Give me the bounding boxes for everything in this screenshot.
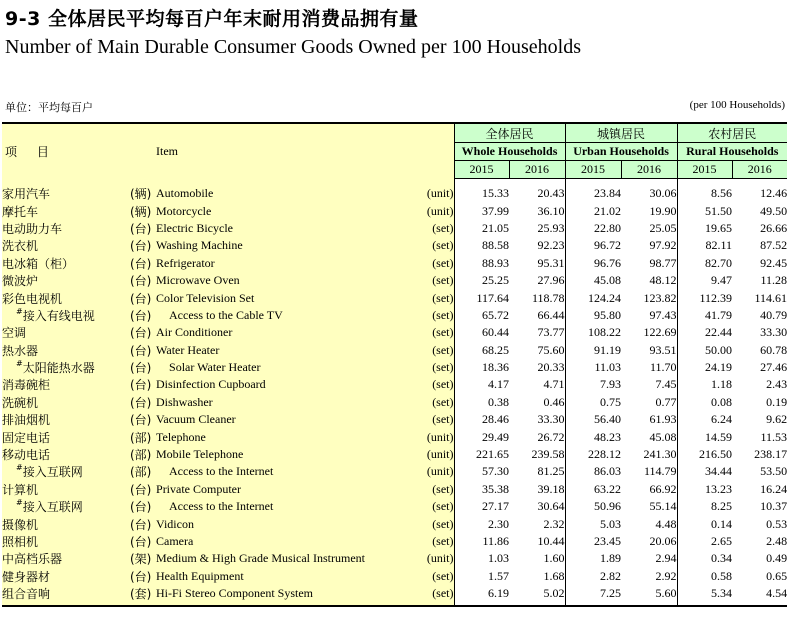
item-classifier-cn: (台) bbox=[130, 272, 156, 289]
item-name-en: Automobile bbox=[156, 179, 422, 203]
group-header-whole-en: Whole Households bbox=[454, 143, 565, 161]
item-unit: (set) bbox=[422, 324, 454, 341]
item-unit: (set) bbox=[422, 585, 454, 606]
value-cell: 96.76 bbox=[565, 255, 621, 272]
value-cell: 21.02 bbox=[565, 202, 621, 219]
value-cell: 5.03 bbox=[565, 515, 621, 532]
value-cell: 75.60 bbox=[509, 342, 565, 359]
group-header-urban-cn: 城镇居民 bbox=[565, 123, 677, 143]
value-cell: 2.65 bbox=[677, 533, 732, 550]
item-name-cn: # 接入有线电视 bbox=[2, 307, 130, 324]
value-cell: 35.38 bbox=[454, 481, 509, 498]
item-classifier-cn: (部) bbox=[130, 446, 156, 463]
value-cell: 20.06 bbox=[621, 533, 677, 550]
value-cell: 108.22 bbox=[565, 324, 621, 341]
value-cell: 97.43 bbox=[621, 307, 677, 324]
item-name-en: Vidicon bbox=[156, 515, 422, 532]
item-name-cn: 电动助力车 bbox=[2, 220, 130, 237]
item-classifier-cn: (台) bbox=[130, 515, 156, 532]
item-name-cn: 摩托车 bbox=[2, 202, 130, 219]
value-cell: 2.30 bbox=[454, 515, 509, 532]
item-unit: (set) bbox=[422, 272, 454, 289]
table-row bbox=[2, 307, 787, 324]
value-cell: 11.70 bbox=[621, 359, 677, 376]
item-name-cn: 健身器材 bbox=[2, 568, 130, 585]
item-classifier-cn: (台) bbox=[130, 237, 156, 254]
value-cell: 33.30 bbox=[509, 411, 565, 428]
item-unit: (set) bbox=[422, 376, 454, 393]
item-name-en: Vacuum Cleaner bbox=[156, 411, 422, 428]
item-unit: (unit) bbox=[422, 463, 454, 480]
table-row bbox=[2, 202, 787, 219]
item-classifier-cn: (辆) bbox=[130, 179, 156, 203]
item-name-cn: 移动电话 bbox=[2, 446, 130, 463]
group-header-whole-cn: 全体居民 bbox=[454, 123, 565, 143]
item-classifier-cn: (台) bbox=[130, 394, 156, 411]
value-cell: 117.64 bbox=[454, 289, 509, 306]
item-name-cn: 电冰箱（柜） bbox=[2, 255, 130, 272]
item-unit: (unit) bbox=[422, 446, 454, 463]
item-name-cn: 计算机 bbox=[2, 481, 130, 498]
item-header-cn bbox=[2, 123, 156, 179]
item-name-cn: 中高档乐器 bbox=[2, 550, 130, 567]
value-cell: 63.22 bbox=[565, 481, 621, 498]
value-cell: 23.84 bbox=[565, 179, 621, 203]
table-row bbox=[2, 533, 787, 550]
value-cell: 122.69 bbox=[621, 324, 677, 341]
value-cell: 55.14 bbox=[621, 498, 677, 515]
item-classifier-cn: (架) bbox=[130, 550, 156, 567]
item-name-en: Solar Water Heater bbox=[156, 359, 422, 376]
year-header: 2016 bbox=[509, 161, 565, 179]
page-title-en: Number of Main Durable Consumer Goods Owned per 100 Households bbox=[5, 36, 582, 58]
item-name-cn: 照相机 bbox=[2, 533, 130, 550]
group-header-rural-en: Rural Households bbox=[677, 143, 787, 161]
value-cell: 8.25 bbox=[677, 498, 732, 515]
value-cell: 39.18 bbox=[509, 481, 565, 498]
value-cell: 9.62 bbox=[732, 411, 787, 428]
value-cell: 22.44 bbox=[677, 324, 732, 341]
value-cell: 86.03 bbox=[565, 463, 621, 480]
value-cell: 2.82 bbox=[565, 568, 621, 585]
table-row bbox=[2, 515, 787, 532]
value-cell: 25.93 bbox=[509, 220, 565, 237]
value-cell: 45.08 bbox=[621, 428, 677, 445]
year-header: 2015 bbox=[454, 161, 509, 179]
value-cell: 92.45 bbox=[732, 255, 787, 272]
value-cell: 238.17 bbox=[732, 446, 787, 463]
value-cell: 2.92 bbox=[621, 568, 677, 585]
item-classifier-cn: (台) bbox=[130, 359, 156, 376]
value-cell: 28.46 bbox=[454, 411, 509, 428]
value-cell: 96.72 bbox=[565, 237, 621, 254]
value-cell: 0.38 bbox=[454, 394, 509, 411]
item-classifier-cn: (台) bbox=[130, 376, 156, 393]
page-title-cn: 9-3 全体居民平均每百户年末耐用消费品拥有量 bbox=[5, 8, 419, 30]
value-cell: 228.12 bbox=[565, 446, 621, 463]
item-name-cn: 彩色电视机 bbox=[2, 289, 130, 306]
value-cell: 41.79 bbox=[677, 307, 732, 324]
item-name-en: Private Computer bbox=[156, 481, 422, 498]
value-cell: 123.82 bbox=[621, 289, 677, 306]
value-cell: 97.92 bbox=[621, 237, 677, 254]
item-header-cn-text: 项 目 bbox=[5, 144, 57, 159]
value-cell: 239.58 bbox=[509, 446, 565, 463]
value-cell: 5.34 bbox=[677, 585, 732, 606]
item-unit: (set) bbox=[422, 411, 454, 428]
table-row bbox=[2, 255, 787, 272]
value-cell: 221.65 bbox=[454, 446, 509, 463]
item-unit: (unit) bbox=[422, 202, 454, 219]
value-cell: 4.48 bbox=[621, 515, 677, 532]
table-row bbox=[2, 446, 787, 463]
item-name-en: Access to the Cable TV bbox=[156, 307, 422, 324]
year-header: 2015 bbox=[565, 161, 621, 179]
table-row bbox=[2, 411, 787, 428]
item-name-cn: # 接入互联网 bbox=[2, 498, 130, 515]
year-header: 2016 bbox=[621, 161, 677, 179]
table-row bbox=[2, 272, 787, 289]
value-cell: 81.25 bbox=[509, 463, 565, 480]
item-unit: (set) bbox=[422, 220, 454, 237]
value-cell: 241.30 bbox=[621, 446, 677, 463]
value-cell: 29.49 bbox=[454, 428, 509, 445]
item-name-en: Motorcycle bbox=[156, 202, 422, 219]
value-cell: 0.46 bbox=[509, 394, 565, 411]
value-cell: 65.72 bbox=[454, 307, 509, 324]
value-cell: 21.05 bbox=[454, 220, 509, 237]
value-cell: 88.58 bbox=[454, 237, 509, 254]
value-cell: 6.19 bbox=[454, 585, 509, 606]
value-cell: 4.71 bbox=[509, 376, 565, 393]
item-name-en: Color Television Set bbox=[156, 289, 422, 306]
value-cell: 87.52 bbox=[732, 237, 787, 254]
value-cell: 0.34 bbox=[677, 550, 732, 567]
value-cell: 5.02 bbox=[509, 585, 565, 606]
group-header-rural-cn: 农村居民 bbox=[677, 123, 787, 143]
value-cell: 13.23 bbox=[677, 481, 732, 498]
value-cell: 20.33 bbox=[509, 359, 565, 376]
value-cell: 26.72 bbox=[509, 428, 565, 445]
value-cell: 95.80 bbox=[565, 307, 621, 324]
value-cell: 45.08 bbox=[565, 272, 621, 289]
value-cell: 1.60 bbox=[509, 550, 565, 567]
value-cell: 112.39 bbox=[677, 289, 732, 306]
item-name-en: Hi-Fi Stereo Component System bbox=[156, 585, 422, 606]
item-name-en: Mobile Telephone bbox=[156, 446, 422, 463]
value-cell: 114.61 bbox=[732, 289, 787, 306]
item-name-en: Medium & High Grade Musical Instrument bbox=[156, 550, 422, 567]
item-name-cn: 微波炉 bbox=[2, 272, 130, 289]
item-classifier-cn: (台) bbox=[130, 307, 156, 324]
value-cell: 4.17 bbox=[454, 376, 509, 393]
item-name-cn: 摄像机 bbox=[2, 515, 130, 532]
value-cell: 11.03 bbox=[565, 359, 621, 376]
item-unit: (set) bbox=[422, 237, 454, 254]
item-name-en: Camera bbox=[156, 533, 422, 550]
item-unit: (set) bbox=[422, 515, 454, 532]
value-cell: 2.32 bbox=[509, 515, 565, 532]
value-cell: 30.64 bbox=[509, 498, 565, 515]
value-cell: 23.45 bbox=[565, 533, 621, 550]
item-name-cn: 热水器 bbox=[2, 342, 130, 359]
item-unit: (set) bbox=[422, 568, 454, 585]
item-name-en: Disinfection Cupboard bbox=[156, 376, 422, 393]
value-cell: 114.79 bbox=[621, 463, 677, 480]
value-cell: 1.89 bbox=[565, 550, 621, 567]
year-header: 2016 bbox=[732, 161, 787, 179]
value-cell: 66.92 bbox=[621, 481, 677, 498]
value-cell: 0.08 bbox=[677, 394, 732, 411]
value-cell: 0.14 bbox=[677, 515, 732, 532]
item-unit: (set) bbox=[422, 307, 454, 324]
item-name-en: Microwave Oven bbox=[156, 272, 422, 289]
item-classifier-cn: (台) bbox=[130, 324, 156, 341]
value-cell: 27.96 bbox=[509, 272, 565, 289]
value-cell: 33.30 bbox=[732, 324, 787, 341]
table-row bbox=[2, 289, 787, 306]
value-cell: 118.78 bbox=[509, 289, 565, 306]
value-cell: 4.54 bbox=[732, 585, 787, 606]
value-cell: 124.24 bbox=[565, 289, 621, 306]
value-cell: 60.78 bbox=[732, 342, 787, 359]
value-cell: 18.36 bbox=[454, 359, 509, 376]
item-name-cn: 空调 bbox=[2, 324, 130, 341]
value-cell: 15.33 bbox=[454, 179, 509, 203]
value-cell: 16.24 bbox=[732, 481, 787, 498]
value-cell: 1.18 bbox=[677, 376, 732, 393]
value-cell: 14.59 bbox=[677, 428, 732, 445]
value-cell: 50.96 bbox=[565, 498, 621, 515]
value-cell: 92.23 bbox=[509, 237, 565, 254]
value-cell: 27.17 bbox=[454, 498, 509, 515]
value-cell: 53.50 bbox=[732, 463, 787, 480]
table-row bbox=[2, 498, 787, 515]
value-cell: 36.10 bbox=[509, 202, 565, 219]
item-name-cn: 排油烟机 bbox=[2, 411, 130, 428]
value-cell: 0.65 bbox=[732, 568, 787, 585]
item-name-en: Washing Machine bbox=[156, 237, 422, 254]
value-cell: 19.65 bbox=[677, 220, 732, 237]
value-cell: 7.93 bbox=[565, 376, 621, 393]
value-cell: 0.19 bbox=[732, 394, 787, 411]
value-cell: 1.03 bbox=[454, 550, 509, 567]
value-cell: 61.93 bbox=[621, 411, 677, 428]
item-name-en: Telephone bbox=[156, 428, 422, 445]
value-cell: 68.25 bbox=[454, 342, 509, 359]
value-cell: 216.50 bbox=[677, 446, 732, 463]
item-name-en: Access to the Internet bbox=[156, 463, 422, 480]
year-header: 2015 bbox=[677, 161, 732, 179]
value-cell: 0.75 bbox=[565, 394, 621, 411]
value-cell: 66.44 bbox=[509, 307, 565, 324]
value-cell: 11.28 bbox=[732, 272, 787, 289]
table-row bbox=[2, 376, 787, 393]
value-cell: 7.25 bbox=[565, 585, 621, 606]
item-name-en: Access to the Internet bbox=[156, 498, 422, 515]
table-row bbox=[2, 394, 787, 411]
table-row bbox=[2, 428, 787, 445]
item-unit: (unit) bbox=[422, 428, 454, 445]
value-cell: 30.06 bbox=[621, 179, 677, 203]
value-cell: 95.31 bbox=[509, 255, 565, 272]
item-unit: (set) bbox=[422, 394, 454, 411]
value-cell: 82.11 bbox=[677, 237, 732, 254]
table-row bbox=[2, 585, 787, 606]
value-cell: 26.66 bbox=[732, 220, 787, 237]
value-cell: 48.12 bbox=[621, 272, 677, 289]
value-cell: 25.25 bbox=[454, 272, 509, 289]
value-cell: 60.44 bbox=[454, 324, 509, 341]
item-classifier-cn: (台) bbox=[130, 481, 156, 498]
item-unit: (set) bbox=[422, 481, 454, 498]
value-cell: 5.60 bbox=[621, 585, 677, 606]
value-cell: 49.50 bbox=[732, 202, 787, 219]
item-name-en: Dishwasher bbox=[156, 394, 422, 411]
unit-label-en: (per 100 Households) bbox=[689, 99, 785, 111]
value-cell: 2.43 bbox=[732, 376, 787, 393]
value-cell: 9.47 bbox=[677, 272, 732, 289]
value-cell: 24.19 bbox=[677, 359, 732, 376]
item-name-en: Water Heater bbox=[156, 342, 422, 359]
value-cell: 50.00 bbox=[677, 342, 732, 359]
item-name-cn: 消毒碗柜 bbox=[2, 376, 130, 393]
value-cell: 11.53 bbox=[732, 428, 787, 445]
value-cell: 34.44 bbox=[677, 463, 732, 480]
item-unit: (set) bbox=[422, 359, 454, 376]
value-cell: 56.40 bbox=[565, 411, 621, 428]
item-header-en-text: Item bbox=[156, 143, 179, 158]
value-cell: 82.70 bbox=[677, 255, 732, 272]
table-row bbox=[2, 359, 787, 376]
value-cell: 27.46 bbox=[732, 359, 787, 376]
value-cell: 19.90 bbox=[621, 202, 677, 219]
value-cell: 22.80 bbox=[565, 220, 621, 237]
item-unit: (set) bbox=[422, 342, 454, 359]
item-unit: (set) bbox=[422, 533, 454, 550]
item-classifier-cn: (套) bbox=[130, 585, 156, 606]
value-cell: 8.56 bbox=[677, 179, 732, 203]
item-name-cn: 洗衣机 bbox=[2, 237, 130, 254]
item-classifier-cn: (台) bbox=[130, 568, 156, 585]
item-classifier-cn: (台) bbox=[130, 220, 156, 237]
item-classifier-cn: (台) bbox=[130, 533, 156, 550]
value-cell: 6.24 bbox=[677, 411, 732, 428]
value-cell: 10.37 bbox=[732, 498, 787, 515]
item-name-en: Refrigerator bbox=[156, 255, 422, 272]
value-cell: 0.77 bbox=[621, 394, 677, 411]
item-classifier-cn: (台) bbox=[130, 289, 156, 306]
value-cell: 0.58 bbox=[677, 568, 732, 585]
item-classifier-cn: (台) bbox=[130, 498, 156, 515]
item-name-cn: 洗碗机 bbox=[2, 394, 130, 411]
item-classifier-cn: (台) bbox=[130, 411, 156, 428]
item-name-en: Electric Bicycle bbox=[156, 220, 422, 237]
value-cell: 51.50 bbox=[677, 202, 732, 219]
value-cell: 93.51 bbox=[621, 342, 677, 359]
item-name-cn: 家用汽车 bbox=[2, 179, 130, 203]
item-name-en: Health Equipment bbox=[156, 568, 422, 585]
table-row bbox=[2, 324, 787, 341]
value-cell: 37.99 bbox=[454, 202, 509, 219]
table-row bbox=[2, 342, 787, 359]
value-cell: 10.44 bbox=[509, 533, 565, 550]
value-cell: 11.86 bbox=[454, 533, 509, 550]
value-cell: 73.77 bbox=[509, 324, 565, 341]
value-cell: 25.05 bbox=[621, 220, 677, 237]
value-cell: 2.94 bbox=[621, 550, 677, 567]
item-classifier-cn: (台) bbox=[130, 255, 156, 272]
value-cell: 57.30 bbox=[454, 463, 509, 480]
item-classifier-cn: (部) bbox=[130, 463, 156, 480]
item-unit: (set) bbox=[422, 498, 454, 515]
unit-label-cn: 单位：平均每百户 bbox=[5, 101, 93, 114]
item-name-cn: # 太阳能热水器 bbox=[2, 359, 130, 376]
item-unit: (unit) bbox=[422, 550, 454, 567]
table-row bbox=[2, 179, 787, 203]
item-name-cn: # 接入互联网 bbox=[2, 463, 130, 480]
item-unit: (unit) bbox=[422, 179, 454, 203]
item-name-cn: 组合音响 bbox=[2, 585, 130, 606]
table-row bbox=[2, 463, 787, 480]
item-name-en: Air Conditioner bbox=[156, 324, 422, 341]
value-cell: 20.43 bbox=[509, 179, 565, 203]
value-cell: 0.53 bbox=[732, 515, 787, 532]
value-cell: 1.68 bbox=[509, 568, 565, 585]
table-body bbox=[2, 179, 787, 607]
value-cell: 98.77 bbox=[621, 255, 677, 272]
value-cell: 0.49 bbox=[732, 550, 787, 567]
table-row bbox=[2, 550, 787, 567]
durable-goods-table bbox=[2, 122, 787, 607]
item-classifier-cn: (部) bbox=[130, 428, 156, 445]
value-cell: 48.23 bbox=[565, 428, 621, 445]
table-row bbox=[2, 481, 787, 498]
value-cell: 2.48 bbox=[732, 533, 787, 550]
item-classifier-cn: (台) bbox=[130, 342, 156, 359]
value-cell: 88.93 bbox=[454, 255, 509, 272]
item-name-cn: 固定电话 bbox=[2, 428, 130, 445]
table-row bbox=[2, 237, 787, 254]
item-classifier-cn: (辆) bbox=[130, 202, 156, 219]
value-cell: 12.46 bbox=[732, 179, 787, 203]
item-unit: (set) bbox=[422, 289, 454, 306]
item-unit: (set) bbox=[422, 255, 454, 272]
value-cell: 91.19 bbox=[565, 342, 621, 359]
value-cell: 1.57 bbox=[454, 568, 509, 585]
table-row bbox=[2, 568, 787, 585]
value-cell: 7.45 bbox=[621, 376, 677, 393]
table-row bbox=[2, 220, 787, 237]
value-cell: 40.79 bbox=[732, 307, 787, 324]
item-header-en bbox=[156, 123, 454, 179]
group-header-urban-en: Urban Households bbox=[565, 143, 677, 161]
